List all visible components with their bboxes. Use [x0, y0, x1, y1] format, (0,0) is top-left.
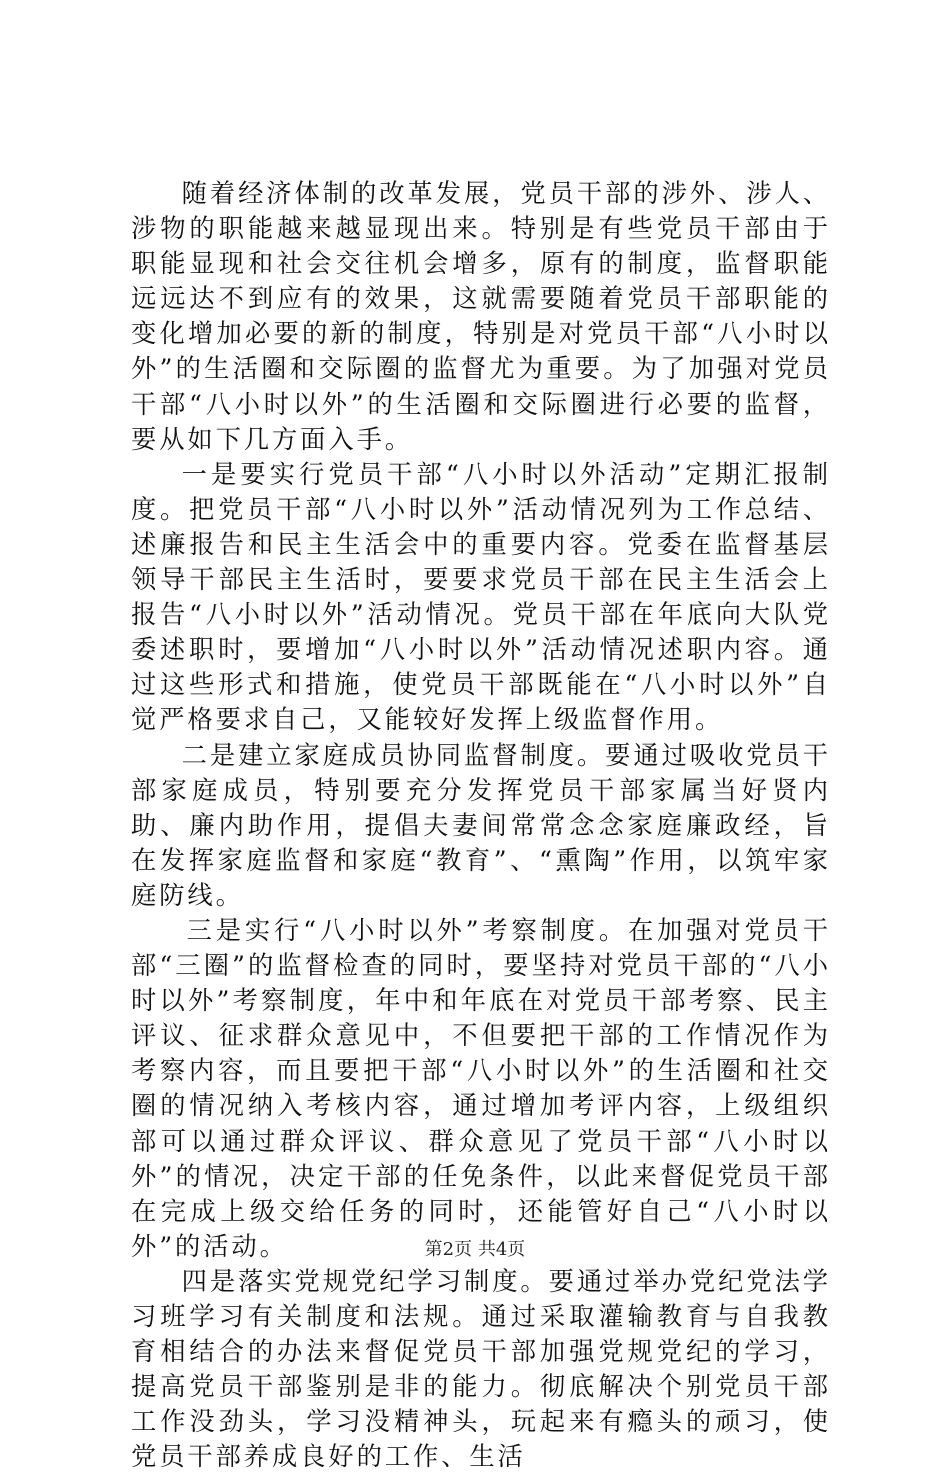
document-body — [131, 176, 831, 1474]
paragraph-intro: 随着经济体制的改革发展，党员干部的涉外、涉人、涉物的职能越来越显现出来。特别是有些党员干部由于职能显现和社会交往机会增多，原有的制度，监督职能远远达不到应有的效果，这就需要随着党员干部职能的变化增加必要的新的制度，特别是对党员干部“八小时以外”的生活圈和交际圈的监督尤为重要。为了加强对党员干部“八小时以外”的生活圈和交际圈进行必要的监督，要从如下几方面入手。 — [131, 179, 831, 454]
paragraph-point-four: 四是落实党规党纪学习制度。要通过举办党纪党法学习班学习有关制度和法规。通过采取灌输教育与自我教育相结合的办法来督促党员干部加强党规党纪的学习，提高党员干部鉴别是非的能力。彻底解决个别党员干部工作没劲头，学习没精神头，玩起来有瘾头的顽习，使党员干部养成良好的工作、生活 — [131, 1266, 831, 1472]
page-footer — [0, 1238, 950, 1262]
paragraph-point-three: 三是实行“八小时以外”考察制度。在加强对党员干部“三圈”的监督检查的同时，要坚持对党员干部的“八小时以外”考察制度，年中和年底在对党员干部考察、民主评议、征求群众意见中，不但要把干部的工作情况作为考察内容，而且要把干部“八小时以外”的生活圈和社交圈的情况纳入考核内容，通过增加考评内容，上级组织部可以通过群众评议、群众意见了党员干部“八小时以外”的情况，决定干部的任免条件，以此来督促党员干部在完成上级交给任务的同时，还能管好自己“八小时以外”的活动。 — [131, 915, 831, 1261]
paragraph-point-one: 一是要实行党员干部“八小时以外活动”定期汇报制度。把党员干部“八小时以外”活动情况列为工作总结、述廉报告和民主生活会中的重要内容。党委在监督基层领导干部民主生活时，要要求党员干部在民主生活会上报告“八小时以外”活动情况。党员干部在年底向大队党委述职时，要增加“八小时以外”活动情况述职内容。通过这些形式和措施，使党员干部既能在“八小时以外”自觉严格要求自己，又能较好发挥上级监督作用。 — [131, 459, 831, 735]
page-number-label: 第2页 共4页 — [424, 1239, 526, 1260]
paragraph-point-two: 二是建立家庭成员协同监督制度。要通过吸收党员干部家庭成员，特别要充分发挥党员干部家属当好贤内助、廉内助作用，提倡夫妻间常常念念家庭廉政经，旨在发挥家庭监督和家庭“教育”、“熏陶”作用，以筑牢家庭防线。 — [131, 740, 831, 910]
